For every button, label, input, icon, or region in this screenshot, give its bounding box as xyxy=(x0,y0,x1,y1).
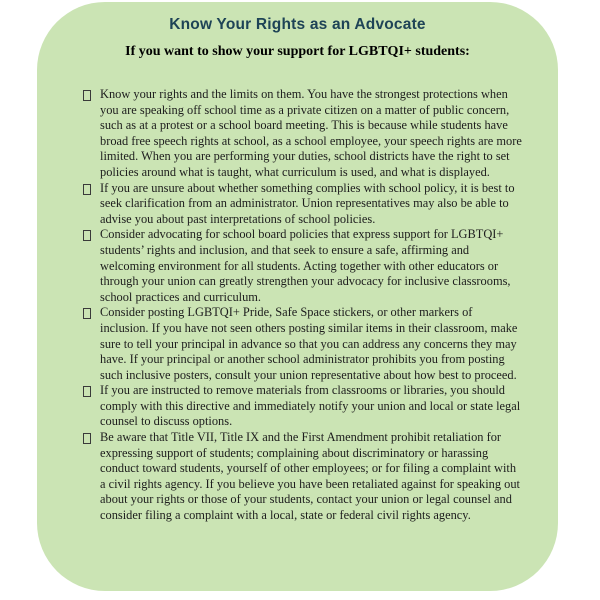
rights-card xyxy=(37,2,558,591)
advice-item-text: Know your rights and the limits on them. You have the strongest protections when you are speaking off school time as a private citizen on a matter of public concern, such as at a protest or a school board meeting. This is because while students have broad free speech rights at school, as a school employee, your speech rights are more limited. When you are performing your duties, school districts have the right to set policies around what is taught, what curriculum is used, and what is displayed. xyxy=(100,87,522,179)
advice-item xyxy=(82,87,523,181)
advice-item xyxy=(82,227,523,305)
empty-checkbox-icon xyxy=(83,433,91,444)
advice-item xyxy=(82,305,523,383)
card-title: Know Your Rights as an Advocate xyxy=(169,16,426,33)
advice-item-text: Consider posting LGBTQI+ Pride, Safe Space stickers, or other markers of inclusion. If you have not seen others posting similar items in their classroom, make sure to tell your principal in advance so that you can address any concerns they may have. If your principal or another school administrator prohibits you from posting such inclusive posters, consult your union representative about how best to proceed. xyxy=(100,305,518,382)
empty-checkbox-icon xyxy=(83,90,91,101)
advice-item-text: If you are unsure about whether something complies with school policy, it is best to seek clarification from an administrator. Union representatives may also be able to advise you about past interpretations of school policies. xyxy=(100,180,515,226)
advice-item-text: If you are instructed to remove materials from classrooms or libraries, you should comply with this directive and immediately notify your union and local or state legal counsel to discuss options. xyxy=(100,383,521,429)
advice-item xyxy=(82,383,523,430)
empty-checkbox-icon xyxy=(83,386,91,397)
empty-checkbox-icon xyxy=(83,308,91,319)
advice-item xyxy=(82,181,523,228)
empty-checkbox-icon xyxy=(83,184,91,195)
card-subtitle: If you want to show your support for LGBTQI+ students: xyxy=(125,44,470,59)
advice-item xyxy=(82,430,523,524)
advice-list xyxy=(82,87,523,524)
advice-item-text: Be aware that Title VII, Title IX and the First Amendment prohibit retaliation for expressing support of students; complaining about discriminatory or harassing conduct toward students, yourself of other employees; or for filing a complaint with a civil rights agency. If you believe you have been retaliated against for speaking out about your rights or those of your students, contact your union or legal counsel and consider filing a complaint with a local, state or federal civil rights agency. xyxy=(100,430,520,523)
advice-item-text: Consider advocating for school board policies that express support for LGBTQI+ students’ rights and inclusion, and that seek to ensure a safe, affirming and welcoming environment for all students. Acting together with other educators or through your union can greatly strengthen your advocacy for inclusive classrooms, school practices and curriculum. xyxy=(100,227,511,304)
empty-checkbox-icon xyxy=(83,230,91,241)
